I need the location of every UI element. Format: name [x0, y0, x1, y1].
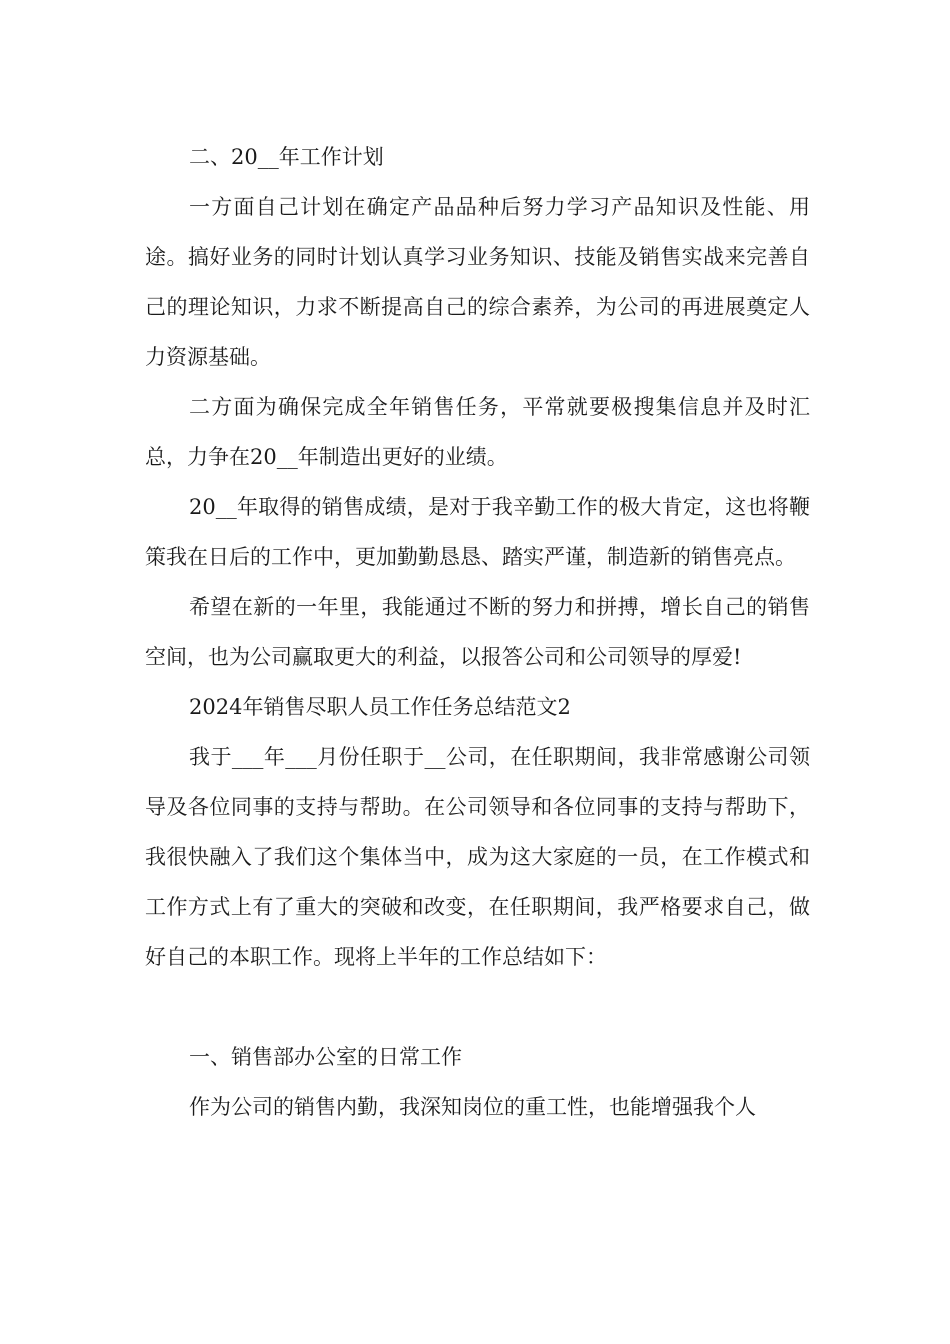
- paragraph-second-aspect: 二方面为确保完成全年销售任务，平常就要极搜集信息并及时汇总，力争在20__年制造出更好的业绩。: [145, 395, 810, 469]
- paragraph-introduction: 我于___年___月份任职于__公司，在任职期间，我非常感谢公司领导及各位同事的支持与帮助。在公司领导和各位同事的支持与帮助下，我很快融入了我们这个集体当中，成为这大家庭的一员，在工作模式和工作方式上有了重大的突破和改变，在任职期间，我严格要求自己，做好自己的本职工作。现将上半年的工作总结如下：: [145, 745, 810, 969]
- paragraph-achievements: 20__年取得的销售成绩，是对于我辛勤工作的极大肯定，这也将鞭策我在日后的工作中，更加勤勤恳恳、踏实严谨，制造新的销售亮点。: [145, 495, 810, 569]
- section-heading-daily-work: 一、销售部办公室的日常工作: [189, 1045, 462, 1069]
- paragraph-sales-assistant: 作为公司的销售内勤，我深知岗位的重工性，也能增强我个人: [189, 1095, 756, 1119]
- section-heading-work-plan: 二、20__年工作计划: [189, 145, 384, 169]
- document-subtitle: 2024年销售尽职人员工作任务总结范文2: [189, 695, 571, 719]
- blank-line: [145, 982, 810, 1032]
- paragraph-first-aspect: 一方面自己计划在确定产品品种后努力学习产品知识及性能、用途。搞好业务的同时计划认真学习业务知识、技能及销售实战来完善自己的理论知识，力求不断提高自己的综合素养，为公司的再进展奠定人力资源基础。: [145, 195, 810, 369]
- paragraph-hope: 希望在新的一年里，我能通过不断的努力和拼搏，增长自己的销售空间，也为公司赢取更大的利益，以报答公司和公司领导的厚爱!: [145, 595, 810, 669]
- document-body: [145, 132, 810, 1132]
